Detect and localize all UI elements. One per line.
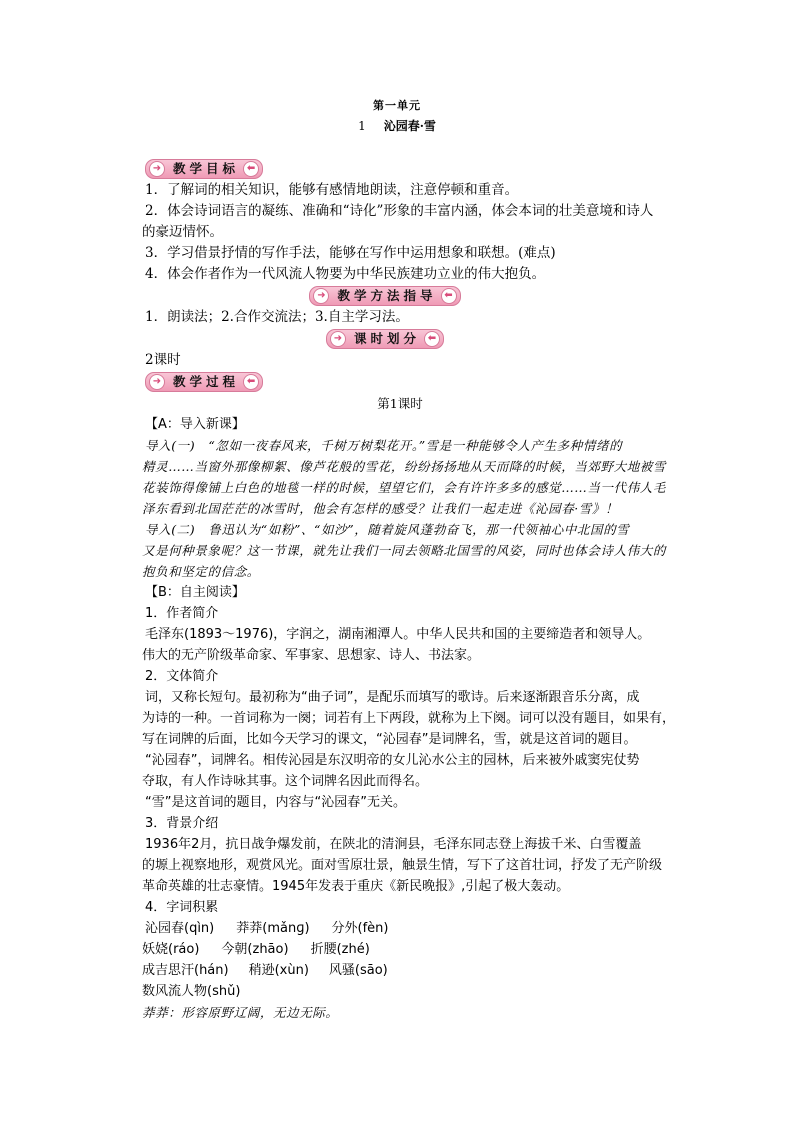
genre-line: 写在词牌的后面，比如今天学习的课文，“沁园春”是词牌名，雪，就是这首词的题目。 — [142, 732, 637, 747]
unit-title: 第一单元 — [373, 99, 421, 112]
schedule-banner — [326, 329, 444, 349]
lesson-number: 1 — [358, 119, 366, 133]
mangmang-definition: 莽莽：形容原野辽阔，无边无际。 — [142, 1005, 339, 1020]
vocab-item: 稍逊(xùn) — [248, 963, 309, 978]
intro1-line: 精灵……当窗外那像柳絮、像芦花般的雪花，纷纷扬扬地从天而降的时候，当郊野大地被雪 — [142, 459, 667, 474]
goals-title: 教学目标 — [173, 161, 240, 176]
vocab-item: 数风流人物(shǔ) — [142, 984, 241, 999]
qinyuan-line: “沁园春”，词牌名。相传沁园是东汉明帝的女儿沁水公主的园林，后来被外戚窦宪仗势 — [145, 753, 640, 768]
process-banner-row — [145, 371, 665, 393]
document-body — [142, 158, 676, 1023]
vocab-heading: 4．字词积累 — [145, 900, 219, 915]
right-arrow-icon: ➜ — [313, 288, 329, 304]
vocab-row — [142, 960, 665, 981]
qinyuan-line: 夺取，有人作诗咏其事。这个词牌名因此而得名。 — [142, 774, 429, 789]
author-heading: 1．作者简介 — [145, 606, 219, 621]
left-arrow-icon: ⬅ — [424, 331, 440, 347]
vocab-item: 折腰(zhé) — [310, 942, 370, 957]
methods-title: 教学方法指导 — [337, 288, 437, 303]
goal-line: 3．学习借景抒情的写作手法，能够在写作中运用想象和联想。(难点) — [145, 245, 556, 261]
intro2-line: 抱负和坚定的信念。 — [142, 564, 260, 579]
vocab-item: 风骚(sāo) — [328, 963, 388, 978]
goal-line: 1．了解词的相关知识，能够有感情地朗读，注意停顿和重音。 — [145, 182, 519, 198]
schedule-title: 课时划分 — [353, 331, 420, 346]
vocab-item: 成吉思汗(hán) — [142, 963, 229, 978]
background-line: 1936年2月，抗日战争爆发前，在陕北的清涧县，毛泽东同志登上海拔千米、白雪覆盖 — [145, 837, 642, 852]
background-line: 革命英雄的壮志豪情。1945年发表于重庆《新民晚报》,引起了极大轰动。 — [142, 879, 570, 894]
genre-line: 词，又称长短句。最初称为“曲子词”，是配乐而填写的歌诗。后来逐渐跟音乐分离，成 — [145, 690, 640, 705]
xue-line: “雪”是这首词的题目，内容与“沁园春”无关。 — [145, 795, 406, 810]
schedule-text: 2课时 — [145, 352, 181, 368]
part-a-label: 【A：导入新课】 — [145, 417, 245, 432]
intro1-line: 导入(一) “忽如一夜春风来，千树万树梨花开。”雪是一种能够令人产生多种情绪的 — [145, 438, 623, 453]
vocab-item: 妖娆(ráo) — [142, 942, 200, 957]
schedule-banner-row — [145, 328, 665, 350]
goal-line: 2．体会诗词语言的凝练、准确和“诗化”形象的丰富内涵，体会本词的壮美意境和诗人 — [145, 203, 654, 219]
vocab-row — [145, 918, 665, 939]
vocab-item: 今朝(zhāo) — [221, 942, 289, 957]
left-arrow-icon: ⬅ — [243, 374, 259, 390]
right-arrow-icon: ➜ — [149, 374, 165, 390]
goals-banner-row — [145, 158, 665, 180]
intro1-line: 花装饰得像铺上白色的地毯一样的时候，望望它们，会有许许多多的感觉……当一代伟人毛 — [142, 480, 667, 495]
methods-banner — [309, 286, 460, 306]
goal-line: 4．体会作者作为一代风流人物要为中华民族建功立业的伟大抱负。 — [145, 266, 546, 282]
author-line: 毛泽东(1893～1976)，字润之，湖南湘潭人。中华人民共和国的主要缔造者和领导人。 — [145, 627, 651, 642]
right-arrow-icon: ➜ — [330, 331, 346, 347]
lesson-name: 沁园春·雪 — [383, 119, 436, 133]
vocab-row — [142, 981, 665, 1002]
vocab-item: 沁园春(qìn) — [145, 921, 215, 936]
lesson-hour-label: 第1课时 — [377, 396, 423, 411]
vocab-row — [142, 939, 665, 960]
part-b-label: 【B：自主阅读】 — [145, 585, 245, 600]
methods-banner-row — [145, 285, 665, 307]
background-line: 的塬上视察地形，观赏风光。面对雪原壮景，触景生情，写下了这首壮词，抒发了无产阶级 — [142, 858, 663, 873]
vocab-item: 莽莽(mǎnɡ) — [236, 921, 310, 936]
process-banner — [145, 372, 263, 392]
intro2-line: 又是何种景象呢？这一节课，就先让我们一同去领略北国雪的风姿，同时也体会诗人伟大的 — [142, 543, 667, 558]
lesson-title — [0, 117, 794, 134]
right-arrow-icon: ➜ — [149, 161, 165, 177]
vocab-item: 分外(fèn) — [331, 921, 389, 936]
left-arrow-icon: ⬅ — [243, 161, 259, 177]
goals-banner — [145, 159, 263, 179]
genre-heading: 2．文体简介 — [145, 669, 219, 684]
methods-text: 1．朗读法；2.合作交流法；3.自主学习法。 — [145, 309, 409, 325]
intro1-line: 泽东看到北国茫茫的冰雪时，他会有怎样的感受？让我们一起走进《沁园春·雪》！ — [142, 501, 619, 516]
author-line: 伟大的无产阶级革命家、军事家、思想家、诗人、书法家。 — [142, 648, 481, 663]
process-title: 教学过程 — [173, 374, 240, 389]
genre-line: 为诗的一种。一首词称为一阕；词若有上下两段，就称为上下阕。词可以没有题目，如果有， — [142, 711, 676, 726]
background-heading: 3．背景介绍 — [145, 816, 219, 831]
left-arrow-icon: ⬅ — [441, 288, 457, 304]
intro2-line: 导入(二) 鲁迅认为“如粉”、“如沙”，随着旋风蓬勃奋飞，那一代领袖心中北国的雪 — [145, 522, 630, 537]
goal-line: 的豪迈情怀。 — [142, 224, 223, 240]
